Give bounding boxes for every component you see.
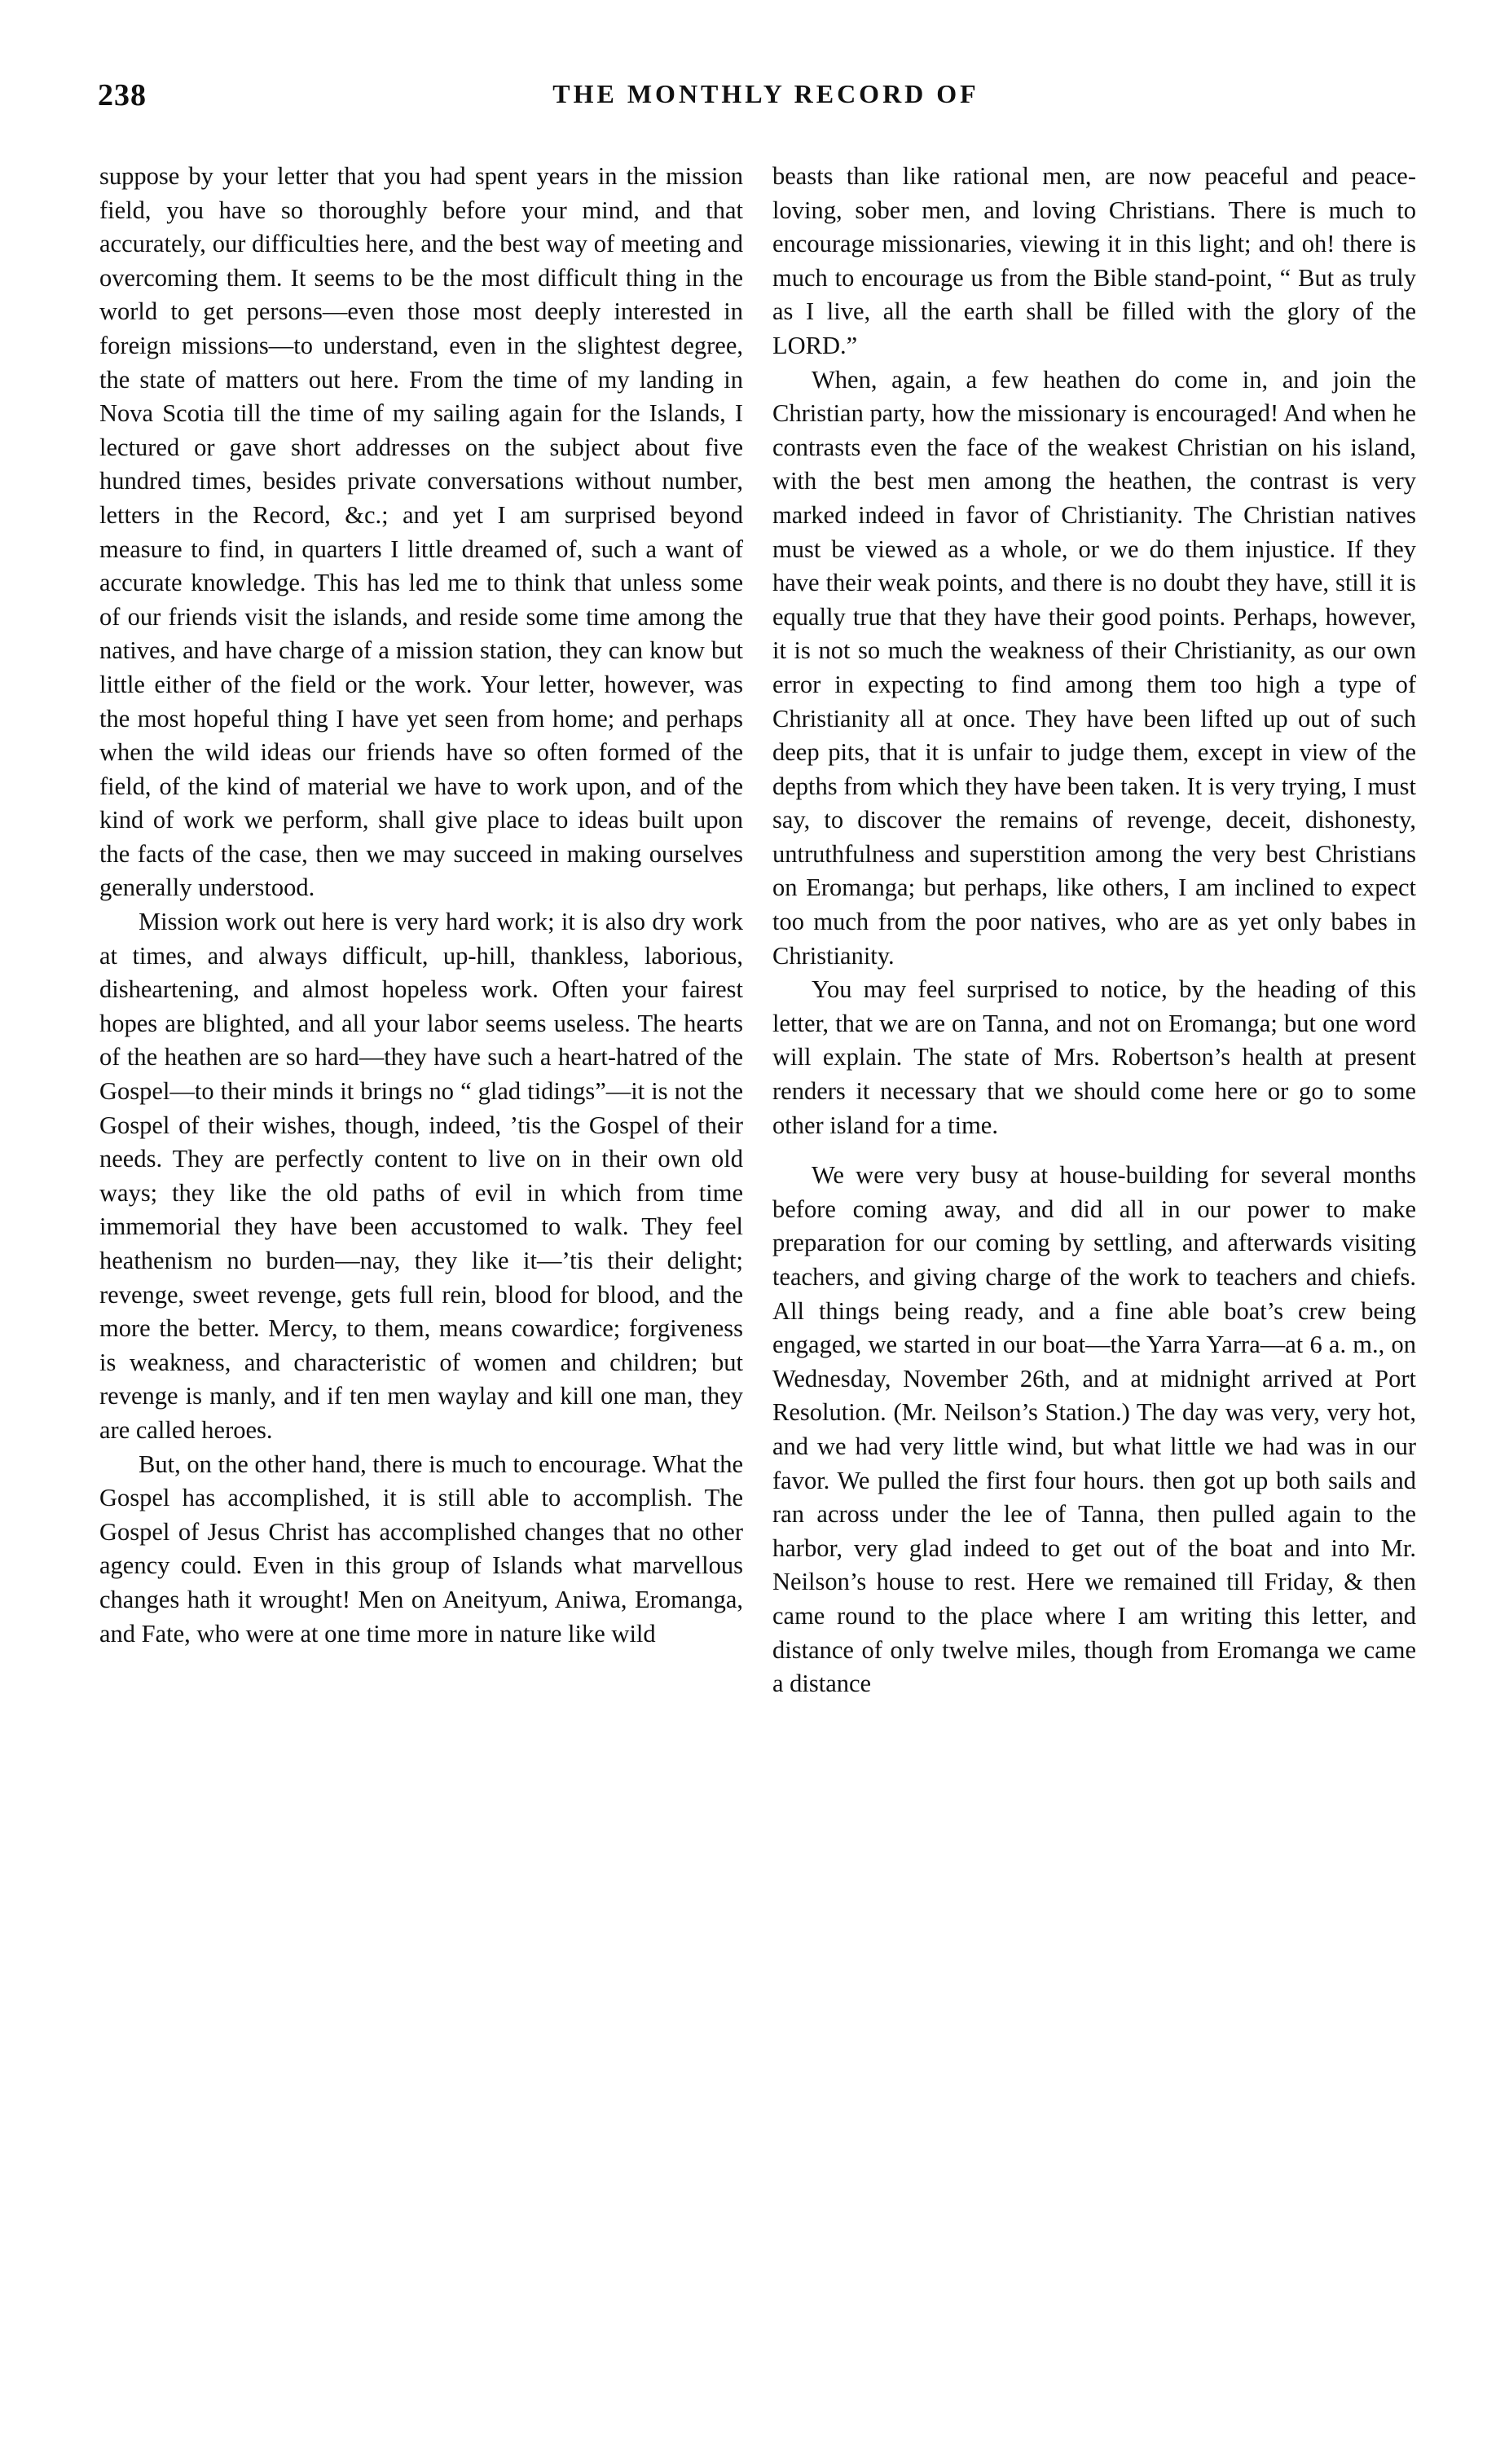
- paragraph: beasts than like rational men, are now peaceful and peace-loving, sober men, and loving Christians. There is much to encourage missionaries, viewing it in this light; and oh! there is much to encourage us from the Bible stand-point, “ But as truly as I live, all the earth shall be filled with the glory of the LORD.”: [772, 162, 1416, 359]
- page-number: 238: [98, 78, 147, 112]
- paragraph: You may feel surprised to notice, by the heading of this letter, that we are on Tanna, and not on Eromanga; but one word will explain. The state of Mrs. Robertson’s health at present renders it necessary that we should come here or go to some other island for a time.: [772, 975, 1416, 1139]
- running-title: THE MONTHLY RECORD OF: [552, 79, 979, 108]
- right-column: [772, 160, 1416, 1701]
- page-header: [98, 77, 1434, 126]
- paragraph: But, on the other hand, there is much to encourage. What the Gospel has accomplished, it is still able to accomplish. The Gospel of Jesus Christ has accomplished changes that no other agency could. Even in this group of Islands what marvellous changes hath it wrought! Men on Aneityum, Aniwa, Eromanga, and Fate, who were at one time more in nature like wild: [99, 1450, 743, 1648]
- left-column: [99, 160, 743, 1651]
- paragraph: We were very busy at house-building for several months before coming away, and did all in our power to make preparation for our coming by settling, and afterwards visiting teachers, and giving charge of the work to teachers and chiefs. All things being ready, and a fine able boat’s crew being engaged, we started in our boat—the Yarra Yarra—at 6 a. m., on Wednesday, November 26th, and at midnight arrived at Port Resolution. (Mr. Neilson’s Station.) The day was very, very hot, and we had very little wind, but what little we had was in our favor. We pulled the first four hours. then got up both sails and ran across under the lee of Tanna, then pulled again to the harbor, very glad indeed to get out of the boat and into Mr. Neilson’s house to rest. Here we remained till Friday, & then came round to the place where I am writing this letter, and distance of only twelve miles, though from Eromanga we came a distance: [772, 1161, 1416, 1698]
- paragraph: Mission work out here is very hard work; it is also dry work at times, and always difficult, up-hill, thankless, laborious, disheartening, and almost hopeless work. Often your fairest hopes are blighted, and all your labor seems useless. The hearts of the heathen are so hard—they have such a heart-hatred of the Gospel—to their minds it brings no “ glad tidings”—it is not the Gospel of their wishes, though, indeed, ’tis the Gospel of their needs. They are perfectly content to live on in their own old ways; they like the old paths of evil in which from time immemorial they have been accustomed to walk. They feel heathenism no burden—nay, they like it—’tis their delight; revenge, sweet revenge, gets full rein, blood for blood, and the more the better. Mercy, to them, means cowardice; forgiveness is weakness, and characteristic of women and children; but revenge is manly, and if ten men waylay and kill one man, they are called heroes.: [99, 908, 743, 1444]
- paragraph: suppose by your letter that you had spent years in the mission field, you have so thoroughly before your mind, and that accurately, our difficulties here, and the best way of meeting and overcoming them. It seems to be the most difficult thing in the world to get persons—even those most deeply interested in foreign missions—to understand, even in the slightest degree, the state of matters out here. From the time of my landing in Nova Scotia till the time of my sailing again for the Islands, I lectured or gave short addresses on the subject about five hundred times, besides private conversations without number, letters in the Record, &c.; and yet I am surprised beyond measure to find, in quarters I little dreamed of, such a want of accurate knowledge. This has led me to think that unless some of our friends visit the islands, and reside some time among the natives, and have charge of a mission station, they can know but little either of the field or the work. Your letter, however, was the most hopeful thing I have yet seen from home; and perhaps when the wild ideas our friends have so often formed of the field, of the kind of material we have to work upon, and of the kind of work we perform, shall give place to ideas built upon the facts of the case, then we may succeed in making ourselves generally understood.: [99, 162, 743, 902]
- paragraph: When, again, a few heathen do come in, and join the Christian party, how the missionary is encouraged! And when he contrasts even the face of the weakest Christian on his island, with the best men among the heathen, the contrast is very marked indeed in favor of Christianity. The Christian natives must be viewed as a whole, or we do them injustice. If they have their weak points, and there is no doubt they have, still it is equally true that they have their good points. Perhaps, however, it is not so much the weakness of their Christianity, as our own error in expecting to find among them too high a type of Christianity all at once. They have been lifted up out of such deep pits, that it is unfair to judge them, except in view of the depths from which they have been taken. It is very trying, I must say, to discover the remains of revenge, deceit, dishonesty, untruthfulness and superstition among the very best Christians on Eromanga; but perhaps, like others, I am inclined to expect too much from the poor natives, who are as yet only babes in Christianity.: [772, 365, 1416, 970]
